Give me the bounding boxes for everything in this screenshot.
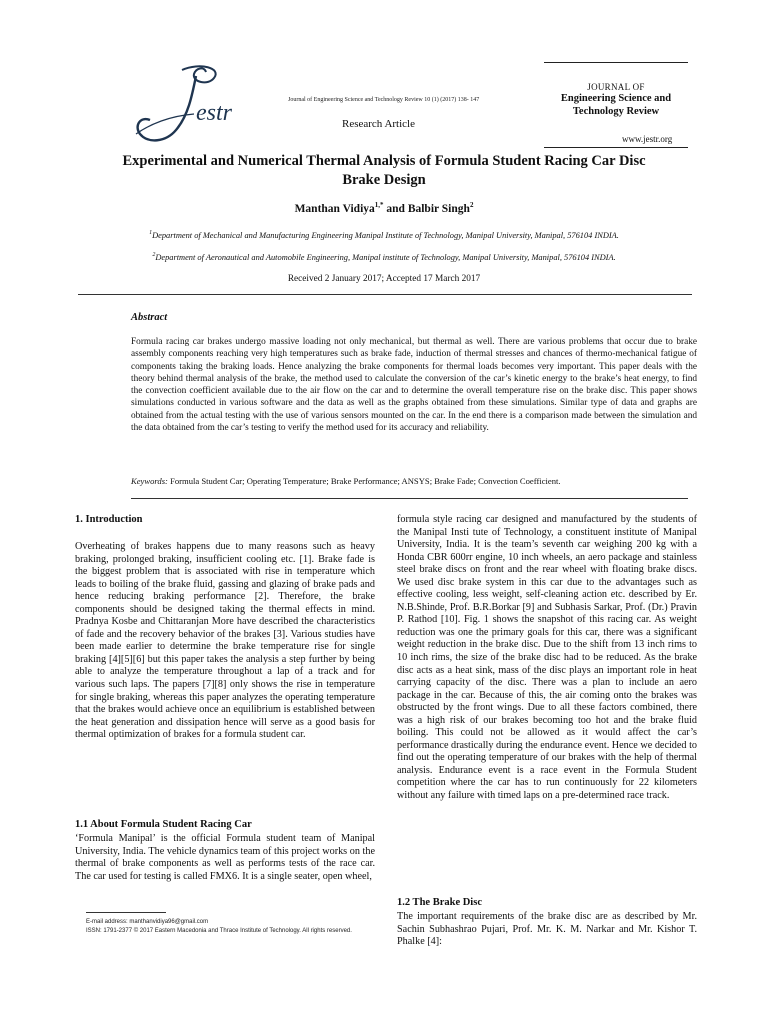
author-2: Balbir Singh (407, 202, 470, 215)
abstract-rule (131, 498, 688, 499)
keywords (131, 476, 697, 486)
section-1-heading: 1. Introduction (75, 514, 143, 525)
author-1: Manthan Vidiya (294, 202, 375, 215)
affiliation-1-sup: 1 (149, 230, 153, 236)
section-1-1-heading: 1.1 About Formula Student Racing Car (75, 819, 252, 830)
authors (100, 201, 668, 215)
section-1-2-paragraph: The important requirements of the brake disc are as described by Mr. Sachin Subhashrao Pujari, Prof. Mr. K. M. Narkar and Mr. Kishor T. Phalke [4]: (397, 911, 697, 948)
section-1-1-body (75, 833, 375, 883)
title-line-1: Experimental and Numerical Thermal Analysis of Formula Student Racing Car Disc (122, 153, 646, 169)
keywords-text: Formula Student Car; Operating Temperature; Brake Performance; ANSYS; Brake Fade; Convection Coefficient. (170, 476, 561, 486)
journal-name-line-1: Engineering Science and (560, 93, 672, 104)
journal-of-label: JOURNAL OF (587, 82, 645, 92)
column-2-paragraph: formula style racing car designed and manufactured by the students of the Manipal Insti tute of Technology, a constituent institute of Manipal University, India. It is the team’s seventh car weighing 200 kg with a Honda CBR 600rr engine, 10 inch wheels, an aero package and stainless steel brake discs on front and the rear wheel with floating brake discs. We used disc brake system in this car due to the advantages such as effective cooling, less weight, self-cleaning action etc. described by Er. N.B.Shinde, Prof. B.R.Borkar [9] and Subhasis Sarkar, Prof. (Dr.) Pravin P. Rathod [10]. Fig. 1 shows the snapshot of this racing car. As weight reduction was one the primary goals for this car, there was a significant weight reduction in the brake disc. Due to the shift from 13 inch rims to 10 inch rims, the size of the brake disc had to be reduced. As the brake disc acts as a heat sink, mass of the disc plays an important role in heat carrying capacity of the disc. There was a plan to include an aero package in the car. Because of this, the air coming onto the brakes was obstructed by the front wings. Due to all these factors combined, there was a high risk of our brakes becoming too hot and the brake fluid boiling. This could not be allowed as it would affect the car’s performance drastically during the endurance event. Hence we decided to find out the operating temperature of our brakes with the help of thermal analysis. Endurance event is a race event in the Formula Student competition where the car has to run continuously for 22 kilometers without any failure with timed laps on a pre-determined race track. (397, 514, 697, 802)
paper-title (100, 152, 668, 190)
affiliation-2-sup: 2 (152, 252, 156, 258)
affiliation-1-text: Department of Mechanical and Manufacturing Engineering Manipal Institute of Technology, Manipal University, Manipal, 576104 INDIA. (152, 230, 619, 240)
footnote-rule (86, 912, 166, 913)
article-type: Research Article (342, 118, 415, 130)
section-1-1-paragraph: ‘Formula Manipal’ is the official Formula student team of Manipal University, India. The vehicle dynamics team of this project works on the thermal of brake components as well as performs tests of the race car. The car used for testing is called FMX6. It is a single seater, open wheel, (75, 833, 375, 882)
journal-box-bottom-rule (544, 147, 688, 148)
affiliation-1 (110, 228, 658, 241)
journal-url[interactable]: www.jestr.org (622, 134, 673, 144)
author-1-sup: 1,* (374, 201, 384, 209)
section-1-2-heading: 1.2 The Brake Disc (397, 897, 482, 908)
received-dates: Received 2 January 2017; Accepted 17 March 2017 (287, 274, 481, 284)
journal-name-line-2: Technology Review (572, 106, 660, 117)
header-rule (78, 294, 692, 295)
title-line-2: Brake Design (342, 172, 426, 188)
abstract-heading: Abstract (131, 312, 168, 323)
abstract-text: Formula racing car brakes undergo massive loading not only mechanical, but thermal as well. There are various problems that occur due to brake assembly components reaching very high temperatures such as brake fade, induction of thermal stresses and chances of thermo-mechanical fatigue of components taking the braking loads. Hence analyzing the brake components for thermal loads becomes very important. This paper deals with the theory behind thermal analysis of the brake, the method used to calculate the conversion of the car’s kinetic energy to the brake’s heat energy, to find the convection coefficient available due to the air flow on the car and to determine the overall temperature rise on the brake disc. This paper shows simulations conducted in various software and the data as well as the graphs obtained from these simulations. Similar type of data and graphs are obtained from the actual testing with the use of various sensors mounted on the car. In the end there is a comparison made between the simulation and the data obtained from the car’s testing to verify the method used for its accuracy and reliability. (131, 337, 697, 433)
footnote (86, 918, 352, 936)
journal-name-box (544, 62, 688, 118)
affiliation-2 (110, 250, 658, 263)
svg-text:estr: estr (196, 100, 232, 126)
column-2-body (397, 514, 697, 803)
section-1-paragraph: Overheating of brakes happens due to many reasons such as heavy braking, prolonged braking, insufficient cooling etc. [1]. Brake fade is the biggest problem that is associated with rise in temperature which leads to boiling of the brake fluid, gassing and glazing of brake pads and hence reducing braking performance [2]. Therefore, the brake components should be designed taking the thermal effects in mind. Pradnya Kosbe and Chittaranjan More have described the characteristics of fade and the recovery behavior of the brakes [3]. Various studies have been made earlier to determine the brake temperature rise for single braking [4][5][6] but this paper takes the analysis a step further by being able to analyze the temperature throughout a lap of a track and for various such laps. The papers [7][8] only shows the rise in temperature for single braking, whereas this paper analyzes the operating temperature that the brakes would achieve once an equilibrium is established between the heat generation and dissipation hence will serve as a good basis for thermal optimization of brakes for a formula student car. (75, 541, 375, 741)
jestr-logo-icon (130, 64, 258, 150)
section-1-body (75, 541, 375, 742)
author-2-sup: 2 (469, 201, 474, 209)
journal-reference: Journal of Engineering Science and Technology Review 10 (1) (2017) 138- 147 (288, 97, 480, 103)
author-and: and (386, 202, 405, 215)
section-1-2-body (397, 911, 697, 949)
affiliation-2-text: Department of Aeronautical and Automobile Engineering, Manipal institute of Technology, Manipal University, Manipal, 576104 INDIA. (155, 252, 616, 262)
footnote-email[interactable]: E-mail address: manthanvidiya96@gmail.com (86, 919, 209, 925)
journal-logo (130, 64, 258, 150)
keywords-label: Keywords: (131, 476, 168, 486)
footnote-issn: ISSN: 1791-2377 © 2017 Eastern Macedonia and Thrace Institute of Technology. All rights reserved. (86, 928, 352, 934)
